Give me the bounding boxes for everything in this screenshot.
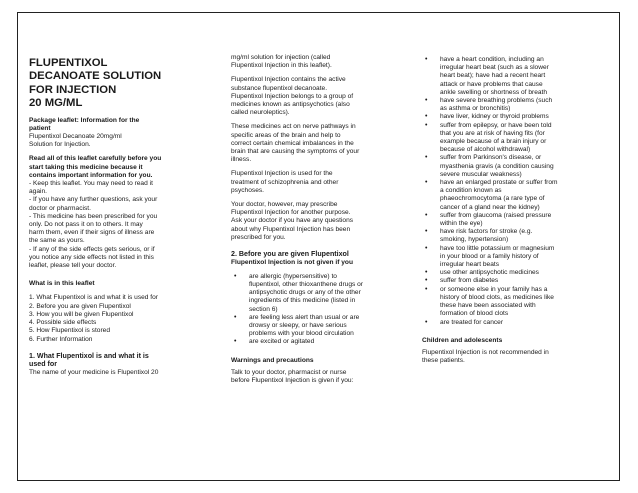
text-line: treatment of schizophrenia and other — [231, 178, 339, 186]
warnings-heading: Warnings and precautions — [231, 356, 314, 364]
text-line: psychoses. — [231, 186, 264, 194]
paragraph — [231, 123, 403, 164]
section-1-text: The name of your medicine is Flupentixol 20 — [29, 368, 159, 376]
read-line: - If any of the side effects gets serious, or if — [29, 245, 155, 253]
read-carefully-block — [29, 155, 221, 270]
warnings-text — [231, 369, 403, 385]
text-line: substance flupentixol decanoate. — [231, 84, 328, 92]
text-line: section 6) — [249, 305, 278, 313]
read-heading: contains important information for you. — [29, 171, 153, 179]
text-line: These medicines act on nerve pathways in — [231, 123, 356, 131]
list-item — [422, 286, 608, 319]
text-line: severe muscular weakness) — [440, 170, 522, 178]
list-item — [422, 97, 608, 113]
toc-item: 1. What Flupentixol is and what it is used for — [29, 294, 159, 302]
list-item — [422, 113, 608, 121]
text-line: • have liver, kidney or thyroid problems — [440, 113, 549, 121]
leaflet-heading: patient — [29, 124, 51, 132]
text-line: these have been associated with — [440, 302, 536, 310]
read-line: the same as yours. — [29, 237, 85, 245]
list-item — [422, 212, 608, 228]
paragraph — [231, 201, 403, 242]
text-line: illness. — [231, 156, 252, 164]
section-1 — [29, 352, 221, 377]
list-item — [422, 269, 608, 277]
text-line: Ask your doctor if you have any questions — [231, 217, 354, 225]
text-line: medicines known as antipsychotics (also — [231, 101, 350, 109]
text-line: • suffer from epilepsy, or have been told — [440, 121, 552, 129]
text-line: Flupentixol Injection for another purpose. — [231, 209, 351, 217]
text-line: drowsy or sleepy, or have serious — [249, 322, 347, 330]
children-heading: Children and adolescents — [422, 336, 503, 344]
text-line: Flupentixol Injection belongs to a group of — [231, 92, 354, 100]
leaflet-heading: Package leaflet: Information for the — [29, 116, 140, 124]
children-text — [422, 349, 608, 365]
text-line: because of alcohol withdrawal) — [440, 146, 531, 154]
list-item — [231, 314, 403, 339]
text-line: Flupentixol Injection contains the active — [231, 76, 346, 84]
text-line: called neuroleptics). — [231, 109, 290, 117]
section-1-heading: 1. What Flupentixol is and what it is — [29, 351, 149, 360]
text-line: specific areas of the brain and help to — [231, 131, 341, 139]
text-line: Flupentixol Injection in this leaflet). — [231, 62, 332, 70]
text-line: • are excited or agitated — [249, 338, 315, 346]
text-line: that you are at risk of having fits (for — [440, 129, 545, 137]
title-line: FLUPENTIXOL — [29, 57, 108, 69]
list-item — [422, 179, 608, 212]
product-name: Solution for Injection. — [29, 141, 91, 149]
read-line: you notice any side effects not listed in this — [29, 253, 154, 261]
text-line: flupentixol, other thioxanthene drugs or — [249, 281, 363, 289]
text-line: before Flupentixol Injection is given if you: — [231, 377, 354, 385]
text-line: phaeochromocytoma (a rare type of — [440, 195, 545, 203]
text-line: Flupentixol Injection is not recommended in — [422, 348, 549, 356]
text-line: • suffer from Parkinson's disease, or — [440, 154, 542, 162]
list-item — [422, 277, 608, 285]
toc-item: 3. How you will be given Flupentixol — [29, 310, 134, 318]
paragraph — [231, 170, 403, 195]
text-line: myasthenia gravis (a condition causing — [440, 162, 554, 170]
toc-heading: What is in this leaflet — [29, 280, 95, 288]
product-name: Flupentixol Decanoate 20mg/ml — [29, 133, 122, 141]
text-line: • use other antipsychotic medicines — [440, 269, 539, 277]
read-line: - This medicine has been prescribed for you — [29, 212, 158, 220]
list-item — [422, 228, 608, 244]
text-line: • suffer from glaucoma (raised pressure — [440, 211, 552, 219]
title-line: FOR INJECTION — [29, 83, 117, 96]
section-2-subtitle: Flupentixol Injection is not given if you — [231, 258, 353, 266]
read-line: doctor or pharmacist. — [29, 204, 91, 212]
text-line: in your blood or a family history of — [440, 252, 539, 260]
text-line: brain that are causing the symptoms of your — [231, 148, 360, 156]
list-item — [422, 56, 608, 97]
title-line: DECANOATE SOLUTION — [29, 70, 162, 83]
text-line: history of blood clots, as medicines like — [440, 293, 554, 301]
text-line: • have severe breathing problems (such — [440, 97, 553, 105]
text-line: • have too little potassium or magnesium — [440, 244, 555, 252]
leaflet-intro — [29, 117, 221, 150]
text-line: correct certain chemical imbalances in the — [231, 139, 354, 147]
list-item — [231, 273, 403, 314]
section-1-heading: used for — [29, 360, 57, 369]
section-2-title: 2. Before you are given Flupentixol — [231, 250, 349, 259]
read-heading: Read all of this leaflet carefully before you — [29, 155, 162, 163]
list-item — [422, 154, 608, 179]
read-line: harm them, even if their signs of illness are — [29, 229, 155, 237]
text-line: a condition known as — [440, 187, 502, 195]
title-line: 20 MG/ML — [29, 97, 83, 110]
text-line: • are treated for cancer — [440, 318, 504, 326]
read-line: - Keep this leaflet. You may need to read it — [29, 180, 153, 188]
text-line: prescribed for you. — [231, 233, 286, 241]
column-1 — [29, 57, 221, 377]
read-line: only. Do not pass it on to others. It may — [29, 221, 143, 229]
paragraph — [231, 54, 403, 70]
text-line: • are feeling less alert than usual or are — [249, 313, 360, 321]
list-item — [422, 245, 608, 270]
text-line: these patients. — [422, 357, 465, 365]
text-line: ingredients of this medicine (listed in — [249, 297, 356, 305]
column-2 — [231, 54, 403, 391]
list-item — [231, 338, 403, 346]
text-line: Your doctor, however, may prescribe — [231, 201, 338, 209]
text-line: formation of blood clots — [440, 310, 509, 318]
text-line: • have an enlarged prostate or suffer from — [440, 179, 558, 187]
text-line: cancer of a gland near the kidney) — [440, 203, 540, 211]
text-line: • have a heart condition, including an — [440, 56, 544, 63]
text-line: • have risk factors for stroke (e.g. — [440, 228, 533, 236]
text-line: Flupentixol Injection is used for the — [231, 170, 333, 178]
text-line: within the eye) — [440, 220, 483, 228]
text-line: irregular heart beats — [440, 261, 500, 269]
column-3 — [422, 56, 608, 371]
text-line: antipsychotic drugs or any of the other — [249, 289, 361, 297]
list-item — [422, 122, 608, 155]
toc-item: 6. Further Information — [29, 335, 93, 343]
toc-item: 5. How Flupentixol is stored — [29, 327, 110, 335]
text-line: example because of a brain injury or — [440, 138, 547, 146]
table-of-contents — [29, 294, 221, 343]
text-line: heart beat); have had a recent heart — [440, 72, 546, 80]
text-line: about why Flupentixol Injection has been — [231, 225, 351, 233]
section-2-heading — [231, 250, 403, 267]
text-line: as asthma or bronchitis) — [440, 105, 511, 113]
text-line: • suffer from diabetes — [440, 277, 499, 285]
list-item — [422, 319, 608, 327]
read-line: leaflet, please tell your doctor. — [29, 262, 117, 270]
text-line: Talk to your doctor, pharmacist or nurse — [231, 368, 347, 376]
read-heading: start taking this medicine because it — [29, 163, 143, 171]
text-line: • are allergic (hypersensitive) to — [249, 272, 337, 280]
text-line: ankle swelling or shortness of breath — [440, 88, 548, 96]
read-line: again. — [29, 188, 47, 196]
text-line: mg/ml solution for injection (called — [231, 54, 331, 61]
contraindication-list — [231, 273, 403, 347]
paragraph — [231, 76, 403, 117]
text-line: attack or have problems that cause — [440, 80, 543, 88]
toc-item: 4. Possible side effects — [29, 319, 97, 327]
precaution-list — [422, 56, 608, 327]
toc-item: 2. Before you are given Flupentixol — [29, 302, 131, 310]
document-title — [29, 57, 221, 111]
text-line: • or someone else in your family has a — [440, 285, 548, 293]
text-line: smoking, hypertension) — [440, 236, 509, 244]
text-line: problems with your blood circulation — [249, 330, 354, 338]
text-line: irregular heart beat (such as a slower — [440, 64, 549, 72]
leaflet-page — [17, 12, 620, 481]
read-line: - If you have any further questions, ask your — [29, 196, 158, 204]
